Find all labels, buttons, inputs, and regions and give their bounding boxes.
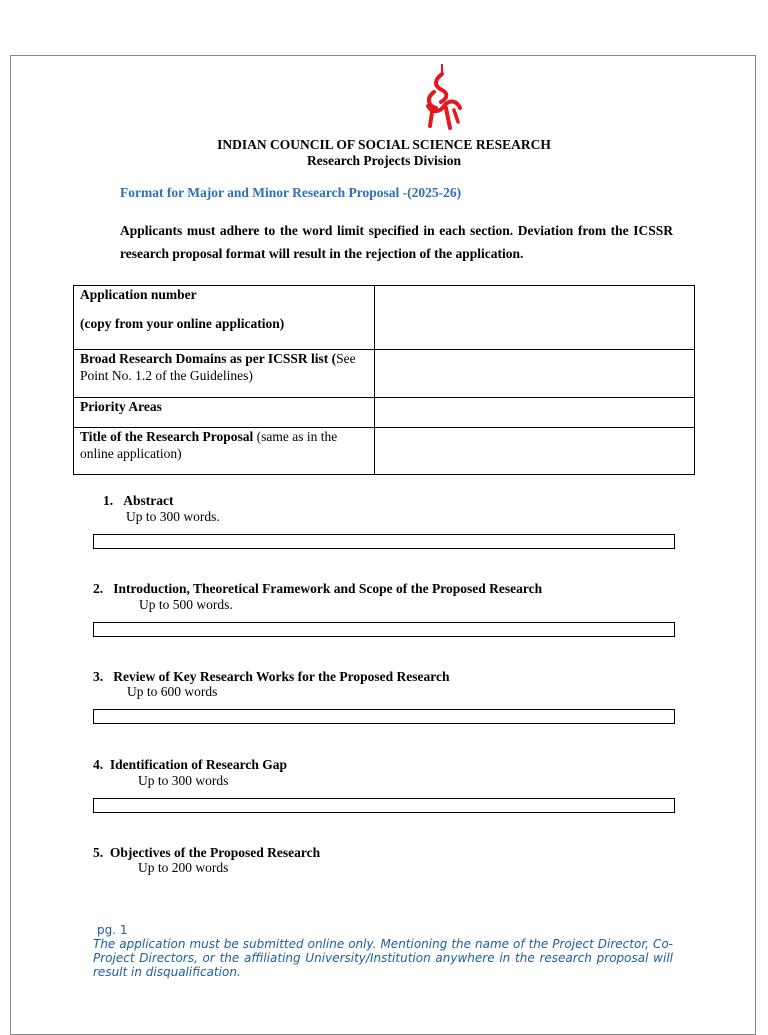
table-cell-label xyxy=(74,286,375,350)
label-research-domains: Broad Research Domains as per ICSSR list ( xyxy=(80,351,337,366)
section-title: Review of Key Research Works for the Proposed Research xyxy=(113,669,450,684)
section-1-heading xyxy=(103,493,174,509)
label-application-note: (copy from your online application) xyxy=(80,316,285,331)
section-3-heading xyxy=(93,669,449,685)
table-cell-label xyxy=(74,350,375,398)
section-number: 4. xyxy=(93,757,104,772)
section-title: Abstract xyxy=(123,493,174,508)
research-domains-field[interactable] xyxy=(375,350,695,398)
section-5-word-limit: Up to 200 words xyxy=(138,860,229,875)
label-priority-areas: Priority Areas xyxy=(80,399,162,414)
format-title: Format for Major and Minor Research Proposal -(2025-26) xyxy=(120,185,462,200)
label-proposal-title: Title of the Research Proposal xyxy=(80,429,254,444)
section-title: Introduction, Theoretical Framework and Scope of the Proposed Research xyxy=(113,581,543,596)
priority-areas-field[interactable] xyxy=(375,398,695,428)
section-title: Objectives of the Proposed Research xyxy=(109,845,321,860)
research-gap-input-box[interactable] xyxy=(93,798,675,813)
icssr-logo-icon xyxy=(420,62,464,132)
introduction-input-box[interactable] xyxy=(93,622,675,637)
section-title: Identification of Research Gap xyxy=(109,757,287,772)
table-row xyxy=(74,428,695,475)
section-number: 5. xyxy=(93,845,104,860)
application-info-table xyxy=(73,285,695,475)
label-proposal-title-note: (same as in the online application) xyxy=(80,429,338,461)
table-cell-label xyxy=(74,398,375,428)
section-4-word-limit: Up to 300 words xyxy=(138,773,229,788)
abstract-input-box[interactable] xyxy=(93,534,675,549)
section-2-heading xyxy=(93,581,542,597)
table-row xyxy=(74,286,695,350)
section-number: 3. xyxy=(93,669,104,684)
proposal-title-field[interactable] xyxy=(375,428,695,475)
table-cell-label xyxy=(74,428,375,475)
division-name: Research Projects Division xyxy=(307,153,461,168)
label-research-domains-note: See Point No. 1.2 of the Guidelines) xyxy=(80,351,356,383)
label-application-number: Application number xyxy=(80,287,197,302)
section-1-word-limit: Up to 300 words. xyxy=(126,509,220,524)
table-row xyxy=(74,398,695,428)
section-3-word-limit: Up to 600 words xyxy=(127,684,218,699)
section-number: 1. xyxy=(103,493,114,508)
notice-text: Applicants must adhere to the word limit specified in each section. Deviation from the ICSSR research proposal format will result in the rejection of the application. xyxy=(120,223,673,261)
footer-disclaimer: The application must be submitted online only. Mentioning the name of the Project Director, Co-Project Directors, or the affiliating University/Institution anywhere in the research proposal will result in disqualification. xyxy=(93,937,673,979)
table-row xyxy=(74,350,695,398)
organization-name: INDIAN COUNCIL OF SOCIAL SCIENCE RESEARCH xyxy=(217,137,551,152)
section-4-heading xyxy=(93,757,287,773)
page-number: pg. 1 xyxy=(97,923,128,937)
section-5-heading xyxy=(93,845,320,861)
section-number: 2. xyxy=(93,581,104,596)
review-input-box[interactable] xyxy=(93,709,675,724)
section-2-word-limit: Up to 500 words. xyxy=(139,597,233,612)
application-number-field[interactable] xyxy=(375,286,695,350)
